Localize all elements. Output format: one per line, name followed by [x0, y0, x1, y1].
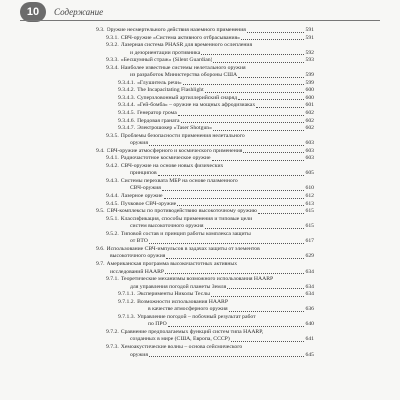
dot-leader	[229, 310, 305, 312]
toc-entry-title: «Бесшумный страж» (Silent Guardian)	[120, 57, 213, 64]
toc-entry-number: 9.7.1.1.	[118, 291, 136, 298]
toc-entry-title: Сравнение предполагаемых функций систем типа HAARP,	[120, 328, 264, 335]
toc-entry-number: 9.7.1.2.	[118, 298, 136, 305]
header-divider	[20, 20, 380, 21]
toc-entry-title-continued: созданных в мире (США, Европа, СССР)	[130, 336, 230, 343]
toc-entry-title: «Гей-бомба» – оружие на мощных афродизиаках	[137, 102, 256, 109]
toc-entry-number: 9.3.4.3.	[118, 94, 136, 101]
toc-entry-page: 591	[305, 34, 314, 41]
toc-entry-page: 600	[305, 87, 314, 94]
dot-leader	[205, 227, 305, 229]
dot-leader	[211, 295, 305, 297]
toc-entry-number: 9.4.3.	[106, 177, 119, 184]
toc-entry-page: 599	[305, 72, 314, 79]
toc-entry[interactable]	[96, 87, 314, 95]
toc-entry-title-continued: от ВТО	[130, 238, 148, 245]
dot-leader	[178, 114, 305, 116]
toc-entry-number: 9.3.4.7.	[118, 125, 136, 132]
toc-entry[interactable]	[96, 276, 314, 291]
toc-entry-number: 9.4.2.	[106, 162, 119, 169]
toc-entry-number: 9.4.1.	[106, 155, 119, 162]
toc-entry-number: 9.6.	[96, 245, 105, 252]
dot-leader	[149, 242, 305, 244]
dot-leader	[165, 272, 304, 274]
toc-entry-title-continued: принципов	[130, 170, 157, 177]
toc-entry-title-continued: систем высокоточного оружия	[130, 223, 204, 230]
toc-entry[interactable]	[96, 65, 314, 80]
toc-entry[interactable]	[96, 216, 314, 231]
dot-leader	[205, 91, 305, 93]
dot-leader	[149, 144, 304, 146]
toc-entry-page: 645	[305, 351, 314, 358]
toc-entry-page: 615	[305, 223, 314, 230]
toc-entry-number: 9.5.	[96, 208, 105, 215]
toc-entry-title: Использование СВЧ-импульсов в задачах защиты от элементов	[106, 245, 260, 252]
toc-entry-title: Лазерная система PHASR для временного ослепления	[120, 42, 253, 49]
toc-entry[interactable]	[96, 261, 314, 276]
toc-entry[interactable]	[96, 291, 314, 299]
toc-entry-title: Оружие несмертельного действия наземного применения	[106, 27, 246, 33]
toc-entry-title: СВЧ-комплексы по противодействию высокоточному оружию	[106, 208, 258, 215]
dot-leader	[243, 151, 304, 153]
toc-entry-page: 603	[305, 147, 314, 154]
toc-entry-number: 9.3.4.1.	[118, 79, 136, 86]
dot-leader	[201, 53, 304, 55]
toc-entry-title: Американская программа высокочастотных активных	[106, 260, 238, 267]
toc-entry-title-continued: оружия	[130, 351, 148, 358]
toc-entry-title: «Глушитель речи»	[137, 79, 182, 86]
toc-entry-title: Лазерное оружие	[120, 193, 163, 200]
dot-leader	[247, 31, 305, 33]
toc-entry[interactable]	[96, 155, 314, 163]
toc-entry-number: 9.3.4.2.	[118, 87, 136, 94]
dot-leader	[149, 355, 304, 357]
toc-entry[interactable]	[96, 314, 314, 329]
toc-entry[interactable]	[96, 246, 314, 261]
toc-entry-page: 591	[305, 27, 314, 33]
toc-entry-title-continued: исследований HAARP	[110, 268, 165, 275]
toc-entry[interactable]	[96, 299, 314, 314]
toc-entry-title: Системы перехвата МБР на основе плазменного	[120, 177, 238, 184]
toc-entry-title-continued: высокоточного оружия	[110, 253, 166, 260]
toc-entry[interactable]	[96, 344, 314, 359]
dot-leader	[162, 189, 305, 191]
page-number-badge: 10	[20, 2, 46, 22]
toc-entry-page: 602	[305, 125, 314, 132]
dot-leader	[158, 174, 305, 176]
dot-leader	[213, 129, 304, 131]
toc-entry[interactable]	[96, 118, 314, 126]
toc-entry-page: 613	[305, 200, 314, 207]
toc-entry-page: 603	[305, 155, 314, 162]
toc-entry-page: 599	[305, 79, 314, 86]
toc-entry-page: 605	[305, 170, 314, 177]
toc-entry-page: 617	[305, 238, 314, 245]
toc-entry-page: 592	[305, 49, 314, 56]
toc-entry[interactable]	[96, 148, 314, 156]
toc-entry-title: Классификация, способы применения и типовые цели	[120, 215, 253, 222]
dot-leader	[227, 287, 304, 289]
toc-entry-page: 615	[305, 208, 314, 215]
toc-entry[interactable]	[96, 35, 314, 43]
toc-entry-number: 9.7.1.3.	[118, 313, 136, 320]
toc-entry-number: 9.3.4.6.	[118, 117, 136, 124]
toc-entry-page: 634	[305, 291, 314, 298]
toc-entry[interactable]	[96, 95, 314, 103]
toc-entry[interactable]	[96, 80, 314, 88]
dot-leader	[164, 197, 305, 199]
toc-entry-number: 9.3.2.	[106, 42, 119, 49]
toc-entry-title-continued: и дезориентации противника	[130, 49, 201, 56]
toc-entry[interactable]	[96, 110, 314, 118]
toc-entry-number: 9.7.1.	[106, 276, 119, 283]
toc-entry-page: 602	[305, 110, 314, 117]
dot-leader	[183, 83, 305, 85]
toc-entry-title: СВЧ-оружие «Система активного отбрасывания»	[120, 34, 241, 41]
toc-entry-number: 9.3.4.	[106, 64, 119, 71]
toc-entry-page: 610	[305, 185, 314, 192]
toc-entry[interactable]	[96, 57, 314, 65]
toc-entry[interactable]	[96, 125, 314, 133]
toc-entry[interactable]	[96, 163, 314, 178]
toc-entry-number: 9.3.5.	[106, 132, 119, 139]
toc-entry[interactable]	[96, 102, 314, 110]
toc-entry-title: Электрошокер «Taser Shotgun»	[137, 125, 212, 132]
dot-leader	[258, 212, 304, 214]
toc-entry[interactable]	[96, 178, 314, 193]
toc-entry-title-continued: СВЧ-оружия	[130, 185, 161, 192]
toc-entry[interactable]	[96, 42, 314, 57]
toc-entry-number: 9.4.4.	[106, 193, 119, 200]
dot-leader	[168, 325, 305, 327]
toc-entry[interactable]	[96, 329, 314, 344]
toc-entry[interactable]	[96, 231, 314, 246]
toc-entry[interactable]	[96, 27, 314, 35]
toc-entry-title-continued: в качестве атмосферного оружия	[148, 306, 228, 313]
toc-entry-number: 9.3.3.	[106, 57, 119, 64]
toc-entry-title: Суперзловонный артиллерийский снаряд	[137, 94, 238, 101]
toc-entry-number: 9.3.	[96, 27, 105, 33]
dot-leader	[238, 76, 304, 78]
toc-entry-page: 634	[305, 283, 314, 290]
toc-entry-page: 602	[305, 117, 314, 124]
toc-entry[interactable]	[96, 193, 314, 201]
toc-entry-title: Наиболее известные системы нелетального оружия	[120, 64, 246, 71]
toc-entry-number: 9.4.	[96, 147, 105, 154]
toc-entry[interactable]	[96, 201, 314, 209]
toc-entry-number: 9.7.3.	[106, 343, 119, 350]
dot-leader	[166, 257, 304, 259]
toc-entry-page: 600	[305, 94, 314, 101]
dot-leader	[213, 61, 304, 63]
toc-entry-number: 9.5.1.	[106, 215, 119, 222]
toc-entry-number: 9.5.2.	[106, 230, 119, 237]
dot-leader	[256, 106, 304, 108]
toc-entry-title: Проблемы безопасности применения нелетального	[120, 132, 245, 139]
toc-entry-number: 9.7.2.	[106, 328, 119, 335]
toc-entry-title: The Incapacitating Flashlight	[137, 87, 204, 94]
toc-entry-title: СВЧ-оружие атмосферного и космического применения	[106, 147, 243, 154]
page-header	[20, 2, 400, 22]
toc-entry[interactable]	[96, 208, 314, 216]
toc-entry-title-continued: по ПРО	[148, 321, 167, 328]
toc-entry-page: 636	[305, 306, 314, 313]
table-of-contents	[96, 27, 314, 359]
dot-leader	[241, 38, 304, 40]
toc-entry-page: 612	[305, 193, 314, 200]
toc-entry-title: Эксперименты Николы Теслы	[137, 291, 210, 298]
dot-leader	[238, 98, 304, 100]
toc-entry-number: 9.3.1.	[106, 34, 119, 41]
toc-entry-number: 9.7.	[96, 260, 105, 267]
running-title: Содержание	[54, 7, 104, 17]
dot-leader	[212, 159, 305, 161]
toc-entry-title-continued: для управления погодой планеты Земля	[130, 283, 227, 290]
dot-leader	[231, 340, 305, 342]
toc-entry-title: Типовой состав и принцип работы комплекса защиты	[120, 230, 251, 237]
toc-entry-page: 629	[305, 253, 314, 260]
toc-entry[interactable]	[96, 133, 314, 148]
toc-entry-title: Радиочастотное космическое оружие	[120, 155, 211, 162]
dot-leader	[177, 204, 304, 206]
toc-entry-number: 9.3.4.4.	[118, 102, 136, 109]
toc-entry-title: Генератор грома	[137, 110, 177, 117]
dot-leader	[181, 121, 305, 123]
toc-entry-number: 9.4.5.	[106, 200, 119, 207]
toc-entry-title: Теоретические механизмы возможного использования HAARP	[120, 276, 274, 283]
toc-entry-page: 593	[305, 57, 314, 64]
toc-entry-title: Пердовая граната	[137, 117, 180, 124]
toc-entry-page: 603	[305, 140, 314, 147]
toc-entry-page: 634	[305, 268, 314, 275]
toc-entry-title: СВЧ-оружие на основе новых физических	[120, 162, 224, 169]
toc-entry-title-continued: оружия	[130, 140, 148, 147]
toc-entry-title: Пучковое СВЧ-оружие	[120, 200, 177, 207]
toc-entry-page: 641	[305, 336, 314, 343]
toc-entry-title: Возможности использования HAARP	[137, 298, 229, 305]
toc-entry-page: 640	[305, 321, 314, 328]
toc-entry-title-continued: из разработок Министерства обороны США	[130, 72, 238, 79]
toc-entry-title: Хемоакустические волны – основа сейсмического	[120, 343, 243, 350]
toc-entry-title: Управление погодой – побочный результат работ	[137, 313, 256, 320]
toc-entry-number: 9.3.4.5.	[118, 110, 136, 117]
toc-entry-page: 601	[305, 102, 314, 109]
